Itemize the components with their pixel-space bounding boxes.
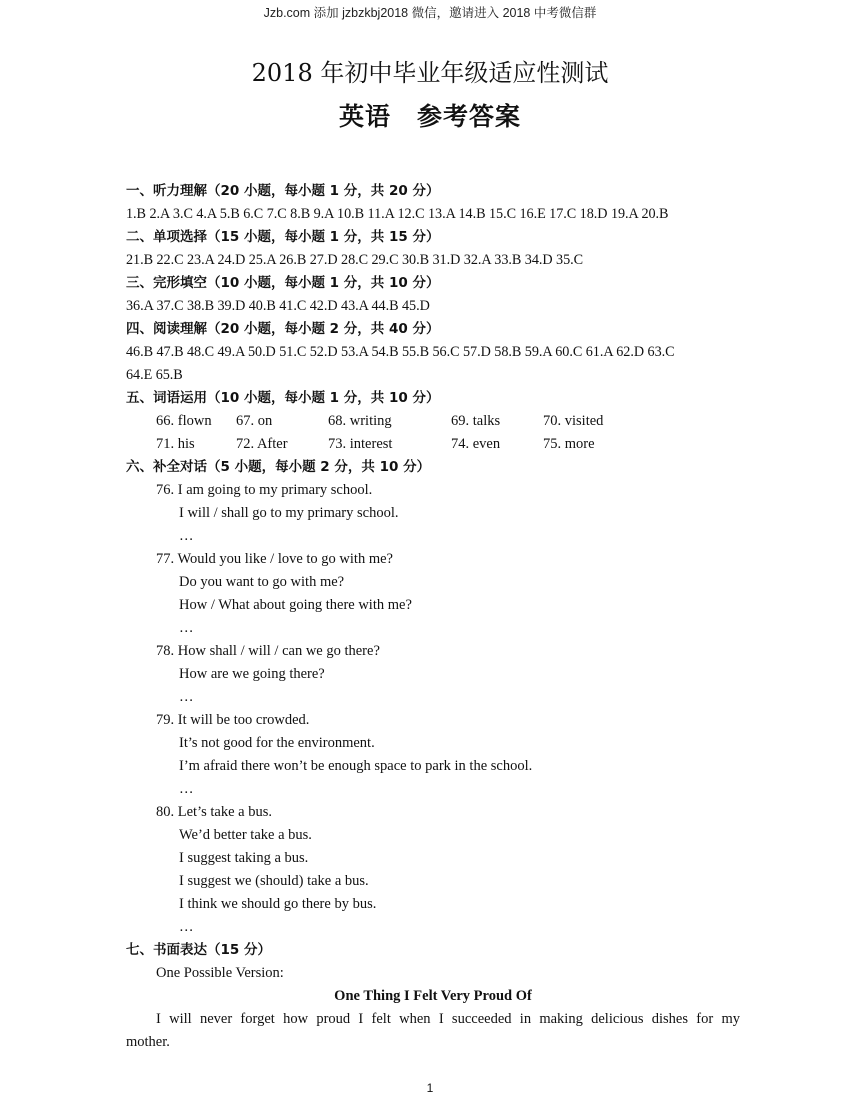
dialogue-ellipsis: …	[179, 620, 194, 636]
section-heading-listening: 一、听力理解（20 小题，每小题 1 分，共 20 分）	[126, 183, 440, 199]
answers-listening: 1.B 2.A 3.C 4.A 5.B 6.C 7.C 8.B 9.A 10.B 11.A 12.C 13.A 14.B 15.C 16.E 17.C 18.D 19.A 20.B	[126, 206, 669, 222]
section-heading-dialogue: 六、补全对话（5 小题，每小题 2 分，共 10 分）	[126, 459, 431, 475]
page-subtitle	[0, 97, 860, 133]
dialogue-answer-76: 76. I am going to my primary school.	[156, 482, 373, 498]
answer-key-content	[126, 180, 740, 1054]
page-number: 1	[426, 1081, 434, 1095]
word-answer: 72. After	[236, 436, 288, 452]
possible-version-label: One Possible Version:	[156, 965, 284, 981]
dialogue-alt-answer: I suggest we (should) take a bus.	[179, 873, 369, 889]
subtitle-subject: 英语	[338, 102, 391, 131]
dialogue-ellipsis: …	[179, 528, 194, 544]
word-answer: 68. writing	[328, 413, 392, 429]
word-usage-row-1	[126, 410, 740, 433]
word-answer: 73. interest	[328, 436, 393, 452]
dialogue-answer-78: 78. How shall / will / can we go there?	[156, 643, 380, 659]
page-title: 2018 年初中毕业年级适应性测试	[251, 59, 609, 87]
dialogue-alt-answer: I think we should go there by bus.	[179, 896, 377, 912]
dialogue-answer-80: 80. Let’s take a bus.	[156, 804, 272, 820]
essay-paragraph-line: mother.	[126, 1034, 170, 1050]
header-note: Jzb.com 添加 jzbzkbj2018 微信，邀请进入 2018 中考微信群	[263, 6, 597, 20]
dialogue-alt-answer: We’d better take a bus.	[179, 827, 312, 843]
answers-reading-line1: 46.B 47.B 48.C 49.A 50.D 51.C 52.D 53.A 54.B 55.B 56.C 57.D 58.B 59.A 60.C 61.A 62.D 63.C	[126, 344, 675, 360]
section-heading-single-choice: 二、单项选择（15 小题，每小题 1 分，共 15 分）	[126, 229, 440, 245]
dialogue-alt-answer: It’s not good for the environment.	[179, 735, 375, 751]
section-heading-reading: 四、阅读理解（20 小题，每小题 2 分，共 40 分）	[126, 321, 440, 337]
essay-title: One Thing I Felt Very Proud Of	[334, 988, 532, 1004]
word-answer: 70. visited	[543, 413, 604, 429]
word-answer: 74. even	[451, 436, 501, 452]
dialogue-alt-answer: I’m afraid there won’t be enough space to park in the school.	[179, 758, 533, 774]
dialogue-alt-answer: Do you want to go with me?	[179, 574, 345, 590]
word-answer: 71. his	[156, 436, 195, 452]
section-heading-writing: 七、书面表达（15 分）	[126, 942, 271, 958]
answers-reading-line2: 64.E 65.B	[126, 367, 183, 383]
answers-single-choice: 21.B 22.C 23.A 24.D 25.A 26.B 27.D 28.C 29.C 30.B 31.D 32.A 33.B 34.D 35.C	[126, 252, 584, 268]
section-heading-word-usage: 五、词语运用（10 小题，每小题 1 分，共 10 分）	[126, 390, 440, 406]
dialogue-alt-answer: How / What about going there with me?	[179, 597, 412, 613]
word-answer: 75. more	[543, 436, 595, 452]
word-answer: 66. flown	[156, 413, 212, 429]
dialogue-answer-79: 79. It will be too crowded.	[156, 712, 310, 728]
dialogue-ellipsis: …	[179, 781, 194, 797]
dialogue-alt-answer: How are we going there?	[179, 666, 325, 682]
answers-cloze: 36.A 37.C 38.B 39.D 40.B 41.C 42.D 43.A 44.B 45.D	[126, 298, 430, 314]
dialogue-alt-answer: I suggest taking a bus.	[179, 850, 309, 866]
word-answer: 67. on	[236, 413, 273, 429]
dialogue-ellipsis: …	[179, 919, 194, 935]
word-answer: 69. talks	[451, 413, 501, 429]
subtitle-answer-key: 参考答案	[417, 102, 522, 131]
dialogue-alt-answer: I will / shall go to my primary school.	[179, 505, 399, 521]
dialogue-answer-77: 77. Would you like / love to go with me?	[156, 551, 393, 567]
essay-paragraph-line: I will never forget how proud I felt when I succeeded in making delicious dishes for my	[156, 1011, 740, 1027]
section-heading-cloze: 三、完形填空（10 小题，每小题 1 分，共 10 分）	[126, 275, 440, 291]
word-usage-row-2	[126, 433, 740, 456]
dialogue-ellipsis: …	[179, 689, 194, 705]
